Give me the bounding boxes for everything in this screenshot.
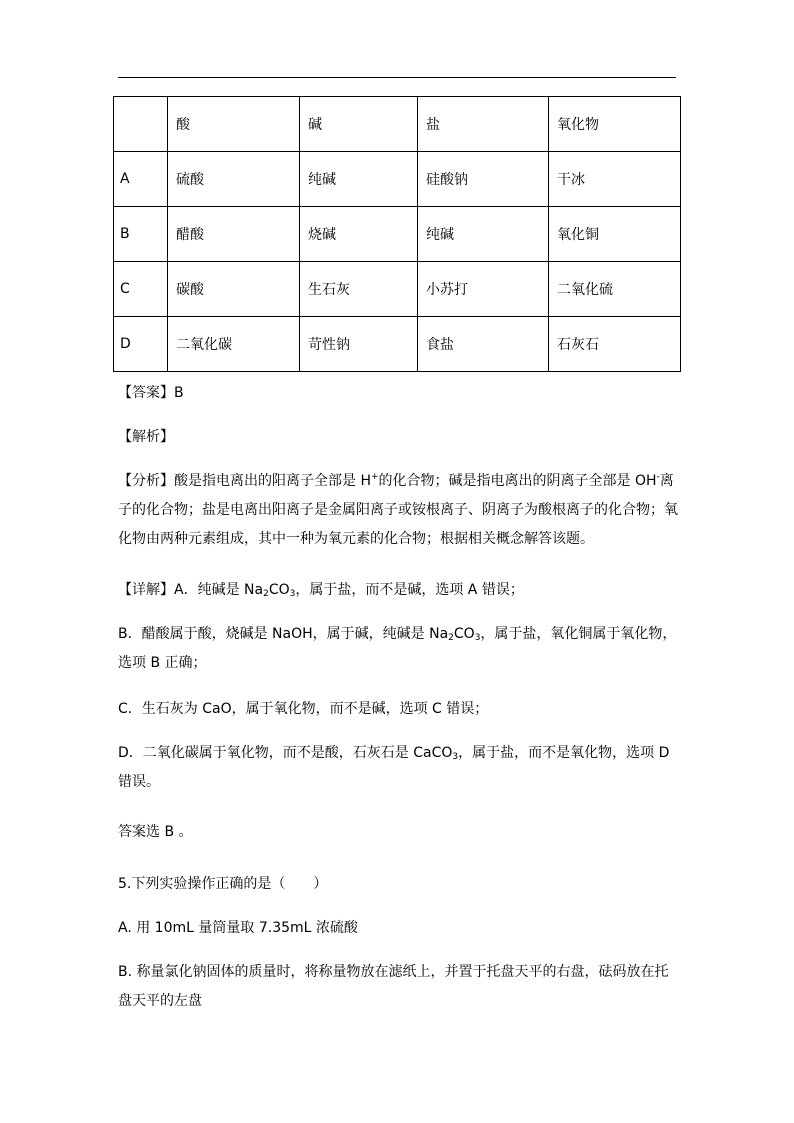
analysis-text: 的化合物；碱是指电离出的阴离子全部是 OH: [378, 473, 657, 489]
detail-text: ，属于盐，而不是碱，选项 A 错误；: [295, 582, 524, 598]
table-header-cell: 酸: [168, 97, 300, 152]
question-stem: 5.下列实验操作正确的是（ ）: [118, 876, 328, 892]
classification-table: [113, 96, 681, 372]
table-row: [114, 207, 681, 262]
table-header-cell: 盐: [418, 97, 549, 152]
subscript: 2: [448, 633, 454, 643]
table-header-cell: 氧化物: [549, 97, 681, 152]
table-cell: 食盐: [418, 317, 549, 372]
table-cell: 纯碱: [418, 207, 549, 262]
superscript: +: [370, 472, 379, 482]
detail-text: CO: [453, 626, 475, 642]
table-cell: 石灰石: [549, 317, 681, 372]
table-cell: B: [114, 207, 168, 262]
table-cell: A: [114, 152, 168, 207]
answer-value: B: [174, 385, 184, 401]
table-cell: D: [114, 317, 168, 372]
subscript: 2: [263, 589, 269, 599]
detail-d: [118, 739, 678, 797]
option-a: A. 用 10mL 量筒量取 7.35mL 浓硫酸: [118, 920, 358, 936]
table-cell: 硅酸钠: [418, 152, 549, 207]
detail-label: 【详解】: [118, 582, 174, 598]
table-cell: 硫酸: [168, 152, 300, 207]
detail-b: [118, 620, 678, 678]
detail-text: CO: [268, 582, 290, 598]
analysis-label: 【分析】: [118, 473, 174, 489]
detail-a: [118, 576, 678, 605]
table-row: [114, 317, 681, 372]
table-cell: 纯碱: [300, 152, 418, 207]
analysis-text: 离子的化合物；盐是电离出阳离子是金属阳离子或铵根离子、阴离子为酸根离子的化合物；氧化物由两种元素组成，其中一种为氧元素的化合物；根据相关概念解答该题。: [118, 473, 678, 547]
answer-line: [118, 379, 678, 408]
table-row: [114, 152, 681, 207]
table-cell: 烧碱: [300, 207, 418, 262]
table-header-cell: 碱: [300, 97, 418, 152]
table-header-row: [114, 97, 681, 152]
subscript: 3: [289, 589, 296, 599]
table-cell: 小苏打: [418, 262, 549, 317]
table-cell: 生石灰: [300, 262, 418, 317]
detail-c: C．生石灰为 CaO，属于氧化物，而不是碱，选项 C 错误；: [118, 701, 489, 717]
table-cell: 醋酸: [168, 207, 300, 262]
table-row: [114, 262, 681, 317]
table-cell: 碳酸: [168, 262, 300, 317]
table-header-cell: [114, 97, 168, 152]
table-cell: 苛性钠: [300, 317, 418, 372]
table-cell: 二氧化碳: [168, 317, 300, 372]
analysis-heading: 【解析】: [118, 429, 174, 445]
analysis-text: 酸是指电离出的阳离子全部是 H: [174, 473, 371, 489]
table-cell: 二氧化硫: [549, 262, 681, 317]
detail-text: D．二氧化碳属于氧化物，而不是酸，石灰石是 CaCO: [118, 745, 453, 761]
detail-text: ，属于盐，而不是氧化物，选项 D 错误。: [118, 745, 670, 790]
conclusion: 答案选 B 。: [118, 824, 193, 840]
detail-text: A．纯碱是 Na: [174, 582, 264, 598]
answer-label: 【答案】: [118, 385, 174, 401]
subscript: 3: [452, 752, 459, 762]
header-rule: [118, 77, 676, 78]
table-cell: C: [114, 262, 168, 317]
option-b: B. 称量氯化钠固体的质量时，将称量物放在滤纸上，并置于托盘天平的右盘，砝码放在托盘天平的左盘: [118, 964, 669, 1009]
analysis-paragraph: [118, 467, 678, 554]
table-cell: 氧化铜: [549, 207, 681, 262]
detail-text: B．醋酸属于酸，烧碱是 NaOH，属于碱，纯碱是 Na: [118, 626, 449, 642]
superscript: -: [656, 472, 660, 482]
detail-text: ，属于盐，氧化铜属于氧化物，选项 B 正确；: [118, 626, 677, 671]
subscript: 3: [474, 633, 481, 643]
table-cell: 干冰: [549, 152, 681, 207]
